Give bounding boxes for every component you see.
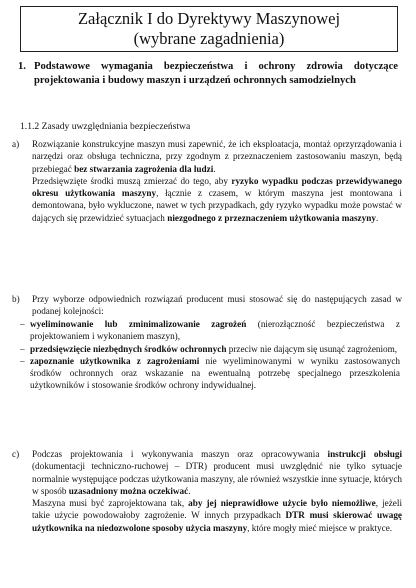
item-c-paragraph-1 xyxy=(32,448,402,497)
subsection-heading: 1.1.2 Zasady uwzględniania bezpieczeństwa xyxy=(20,121,191,132)
item-b-intro: Przy wyborze odpowiednich rozwiązań producent musi stosować się do następujących zasad w podanej kolejności: xyxy=(32,294,402,317)
text-run: Maszyna musi być zaprojektowana tak, xyxy=(32,498,189,509)
item-a-paragraph-2 xyxy=(32,175,402,224)
document-title-box xyxy=(20,6,398,52)
emphasis-run: instrukcji obsługi xyxy=(327,449,402,459)
emphasis-run: wyeliminowanie lub zminimalizowanie zagrożeń xyxy=(30,319,247,329)
item-b-label: b) xyxy=(12,294,20,304)
item-a-body xyxy=(32,138,402,224)
text-run: Przedsięwzięte środki muszą zmierzać do tego, aby xyxy=(32,175,232,186)
text-run: przeciw nie dającym się usunąć zagrożeniom, xyxy=(226,343,398,354)
item-a-label: a) xyxy=(12,139,20,149)
emphasis-run: DTR musi skierować uwagę użytkownika na niedozwolone sposoby użycia maszyny xyxy=(32,510,402,533)
text-run: . xyxy=(213,163,216,174)
document-title: Załącznik I do Dyrektywy Maszynowej xyxy=(77,9,341,28)
item-a-paragraph-1 xyxy=(32,138,402,175)
text-run: . xyxy=(375,212,379,223)
text-run: . xyxy=(188,485,191,496)
emphasis-run: bez stwarzania zagrożenia dla ludzi xyxy=(74,163,214,174)
emphasis-run: aby jej nieprawidłowe użycie było niemożliwe xyxy=(188,498,376,509)
emphasis-run: przedsięwzięcie niezbędnych środków ochronnych xyxy=(30,343,227,354)
text-run: Rozwiązanie konstrukcyjne maszyn musi zapewnić, że ich eksploatacja, montaż oprzyrządowania i narzędzi oraz obsługa techniczna, przy zgodnym z przeznaczeniem zastosowaniu maszyn, będą przebiegać xyxy=(32,139,402,174)
dash-marker: – xyxy=(20,355,25,366)
text-run: , które mogły mieć miejsce w praktyce. xyxy=(247,522,393,533)
dash-marker: – xyxy=(20,343,25,354)
list-item xyxy=(20,343,400,355)
item-b-list xyxy=(20,318,402,392)
section-title: Podstawowe wymagania bezpieczeństwa i ochrony zdrowia dotyczące projektowania i budowy maszyn i urządzeń ochronnych samodzielnych xyxy=(34,61,398,87)
item-c-body xyxy=(32,448,402,534)
emphasis-run: ryzyko wypadku podczas przewidywanego okresu użytkowania maszyny xyxy=(32,175,402,199)
dash-marker: – xyxy=(20,319,25,329)
document-subtitle: (wybrane zagadnienia) xyxy=(133,29,285,48)
emphasis-run: zapoznanie użytkownika z zagrożeniami xyxy=(30,355,200,366)
text-run: (nierozłączność bezpieczeństwa z projektowaniem i wykonaniem maszyn), xyxy=(30,319,400,342)
text-run: (dokumentacji techniczno-ruchowej – DTR) producent musi uwzględnić nie tylko sytuacje normalnie występujące podczas użytkowania maszyny, ale również wszystkie inne sytuacje, których w sposób xyxy=(32,461,402,496)
section-number: 1. xyxy=(18,61,26,72)
text-run: Podczas projektowania i wykonywania maszyn oraz opracowywania xyxy=(32,449,328,459)
list-item xyxy=(20,318,400,343)
text-run: nie wyeliminowanymi w wyniku zastosowanych środków ochronnych oraz wskazanie na ewentualną potrzebę specjalnego przeszkolenia użytkowników i stosowanie środków ochrony indywidualnej. xyxy=(30,355,400,391)
item-c-label: c) xyxy=(12,449,20,459)
text-run: , łącznie z czasem, w którym maszyna jest montowana i demontowana, było wykluczone, nawet w tych przypadkach, gdy ryzyko wypadku może powstać w dających się przewidzieć sytuacjach xyxy=(32,188,402,223)
emphasis-run: niezgodnego z przeznaczeniem użytkowania maszyny xyxy=(167,212,376,223)
emphasis-run: uzasadniony można oczekiwać xyxy=(68,485,189,496)
item-b-body xyxy=(32,293,402,318)
list-item xyxy=(20,355,400,392)
text-run: , jeżeli takie użycie powodowałoby zagrożenie. W innych przypadkach xyxy=(32,498,402,521)
item-c-paragraph-2 xyxy=(32,497,402,534)
